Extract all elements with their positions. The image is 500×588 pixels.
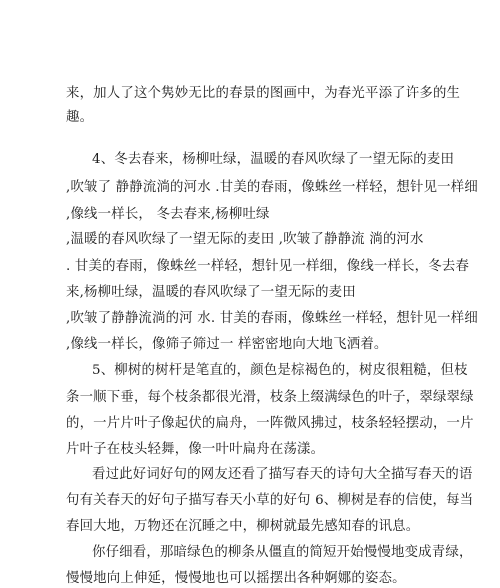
text-line: ,温暖的春风吹绿了一望无际的麦田 ,吹皱了静静流 淌的河水 [66,232,424,247]
text-line: ,像线一样长， 冬去春来,杨柳吐绿 [66,207,270,222]
text-line: 条一顺下垂，每个枝条都很光滑，枝条上缀满绿色的叶子，翠绿翠绿 [66,390,474,405]
text-line: 你仔细看，那暗绿色的柳条从僵直的简短开始慢慢地变成青绿， [92,545,473,560]
text-line: 来,杨柳吐绿，温暖的春风吹绿了一望无际的麦田 [66,285,356,300]
text-line: 来，加人了这个隽妙无比的春景的图画中，为春光平添了许多的生 [66,86,461,101]
text-line: ,像线一样长，像筛子筛过一 样密密地向大地飞洒着。 [66,337,388,352]
text-line: 5、柳树的树杆是笔直的，颜色是棕褐色的，树皮很粗糙，但枝 [92,363,468,378]
text-line: 句有关春天的好句子描写春天小草的好句 6、柳树是春的信使，每当 [66,493,474,508]
text-line: 4、冬去春来，杨柳吐绿，温暖的春风吹绿了一望无际的麦田 [92,152,455,167]
text-line: 的，一片片叶子像起伏的扁舟，一阵微风拂过，枝条轻轻摆动，一片 [66,416,474,431]
text-line: 慢慢地向上伸延，慢慢地也可以摇摆出各种婀娜的姿态。 [66,571,406,586]
text-line: . 甘美的春雨，像蛛丝一样轻，想针见一样细，像线一样长，冬去春 [66,259,470,274]
text-line: ,吹皱了 静静流淌的河水 .甘美的春雨，像蛛丝一样轻，想针见一样细 [66,180,478,195]
text-line: ,吹皱了静静流淌的河 水. 甘美的春雨，像蛛丝一样轻，想针见一样细 [66,311,478,326]
text-line: 趣。 [66,110,94,125]
text-line: 片叶子在枝头轻舞，像一叶叶扁舟在荡漾。 [66,442,325,457]
text-line: 春回大地，万物还在沉睡之中，柳树就最先感知春的讯息。 [66,519,420,534]
text-line: 看过此好词好句的网友还看了描写春天的诗句大全描写春天的语 [92,467,473,482]
